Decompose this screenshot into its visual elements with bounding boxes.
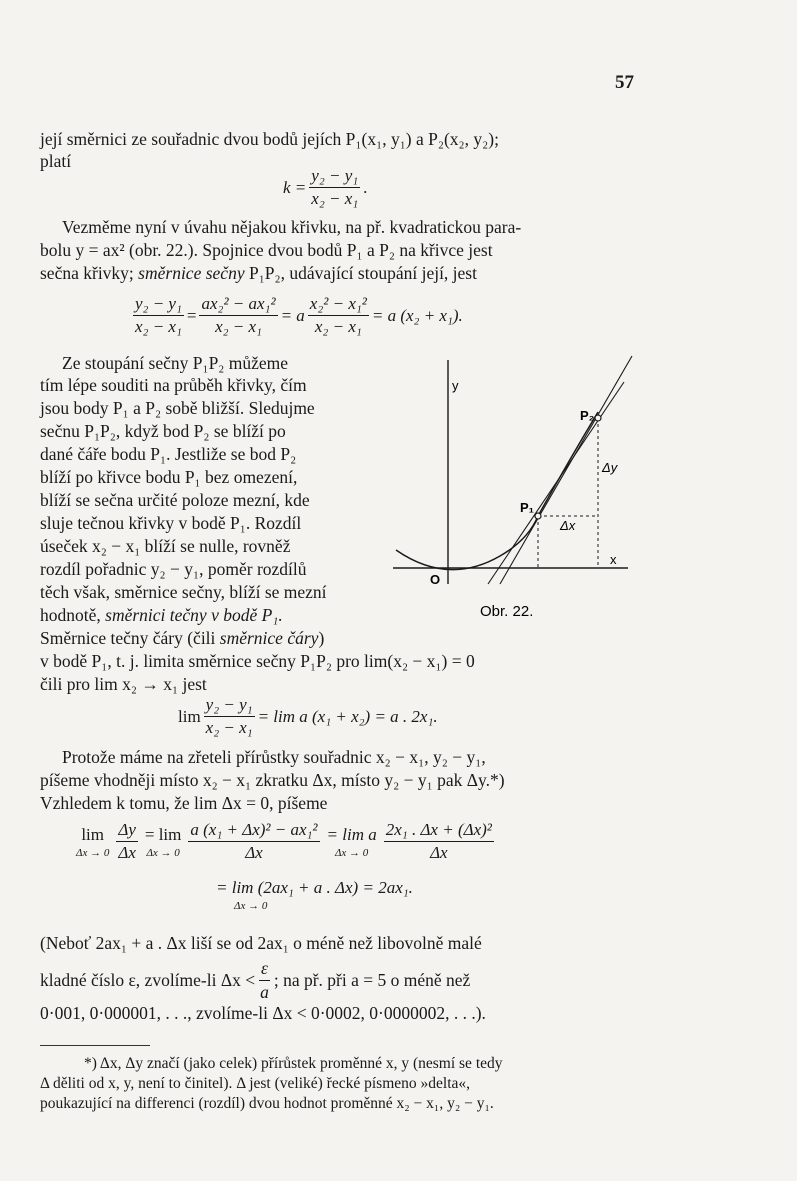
epsilon-fraction-numerator: ε	[259, 958, 270, 981]
slope-f1-numerator: y₂ − y₁	[133, 294, 184, 316]
equation-derivative	[72, 820, 497, 863]
paragraph-4-line-3: Vzhledem k tomu, že lim Δx = 0, píšeme	[40, 793, 328, 813]
slope-eq2: = a	[280, 305, 305, 325]
paragraph-3-line-8: sluje tečnou křivky v bodě P₁. Rozdíl	[40, 513, 302, 533]
paragraph-3-line-12	[40, 604, 283, 626]
paragraph-5-line-2	[40, 958, 470, 1003]
derivative-f1-denominator: Δx	[118, 843, 136, 862]
paragraph-1-line-1: její směrnici ze souřadnic dvou bodů jejích P₁(x₁, y₁) a P₂(x₂, y₂);	[40, 129, 499, 149]
equation-k-denominator: x₂ − x₁	[311, 189, 359, 208]
derivative-f2-denominator: Δx	[245, 843, 263, 862]
derivative-eq1: = lim	[144, 824, 182, 844]
paragraph-3-line-7: blíží se sečna určité poloze mezní, kde	[40, 490, 310, 510]
equation-limit-denominator: x₂ − x₁	[205, 718, 253, 737]
paragraph-3-emphasis-tangent: směrnici tečny v bodě P₁.	[105, 605, 283, 625]
derivative-lim-subscript: Δx → 0	[76, 846, 110, 859]
label-dx: Δx	[560, 518, 576, 533]
slope-f1-denominator: x₂ − x₁	[135, 317, 182, 336]
parabola-curve	[396, 412, 598, 570]
footnote-rule	[40, 1045, 150, 1046]
equation-slope	[130, 294, 463, 337]
derivative-line-2: = lim (2ax₁ + a . Δx) = 2ax₁.	[216, 878, 413, 897]
footnote-line-2: Δ děliti od x, y, není to činitel). Δ jest (veliké) řecké písmeno »delta«,	[40, 1075, 471, 1092]
slope-f3-denominator: x₂ − x₁	[314, 317, 362, 336]
label-p2: P₂	[580, 408, 595, 423]
paragraph-3-line-11: těch však, směrnice sečny, blíží se mezní	[40, 582, 327, 602]
paragraph-3-line-6: blíží po křivce bodu P₁ bez omezení,	[40, 467, 298, 487]
equation-limit	[178, 695, 438, 738]
paragraph-3-emphasis-curve: směrnice čáry	[219, 628, 319, 648]
paragraph-3-line-9: úseček x₂ − x₁ blíží se nulle, rovněž	[40, 536, 291, 556]
slope-f3-numerator: x₂² − x₁²	[308, 294, 369, 316]
paragraph-2-emphasis: směrnice sečny	[138, 263, 245, 283]
footnote-line-1: *) Δx, Δy značí (jako celek) přírůstek proměnné x, y (nesmí se tedy	[84, 1055, 503, 1072]
paragraph-3-line-15: čili pro lim x₂ → x₁ jest	[40, 674, 207, 694]
paragraph-3-line-10: rozdíl pořadnic y₂ − y₁, poměr rozdílů	[40, 559, 307, 579]
label-p1: P₁	[520, 500, 535, 515]
point-p2	[595, 415, 601, 421]
paragraph-3-line-4: sečnu P₁P₂, když bod P₂ se blíží po	[40, 421, 286, 441]
derivative-f1-numerator: Δy	[116, 820, 138, 842]
tangent-line	[488, 382, 624, 584]
label-x: x	[610, 552, 617, 567]
equation-limit-tail: = lim a (x₁ + x₂) = a . 2x₁.	[257, 706, 438, 726]
paragraph-3-line-13a: Směrnice tečny čáry (čili	[40, 628, 220, 648]
equation-k-tail: .	[363, 177, 368, 197]
paragraph-2-line-3c: P₁P₂, udávající stoupání její, jest	[244, 263, 477, 283]
paragraph-4-line-2: píšeme vhodněji místo x₂ − x₁ zkratku Δx, místo y₂ − y₁ pak Δy.*)	[40, 770, 505, 790]
paragraph-3-line-2: tím lépe souditi na průběh křivky, čím	[40, 375, 307, 395]
page-number: 57	[615, 72, 634, 93]
slope-eq1: =	[186, 305, 197, 325]
paragraph-2-line-1: Vezměme nyní v úvahu nějakou křivku, na př. kvadratickou para-	[62, 217, 522, 237]
epsilon-fraction-denominator: a	[260, 982, 269, 1002]
paragraph-3-line-3: jsou body P₁ a P₂ sobě bližší. Sledujme	[40, 398, 315, 418]
paragraph-2-line-3	[40, 262, 477, 284]
equation-limit-numerator: y₂ − y₁	[204, 695, 255, 717]
paragraph-3-line-14: v bodě P₁, t. j. limita směrnice sečny P₁P₂ pro lim(x₂ − x₁) = 0	[40, 651, 475, 671]
point-p1	[535, 513, 541, 519]
slope-f2-numerator: ax₂² − ax₁²	[199, 294, 277, 316]
paragraph-5-line-3: 0·001, 0·000001, . . ., zvolíme-li Δx < 0·0002, 0·0000002, . . .).	[40, 1003, 486, 1023]
paragraph-5-line-1: (Neboť 2ax₁ + a . Δx liší se od 2ax₁ o méně než libovolně malé	[40, 933, 482, 953]
paragraph-4-line-1: Protože máme na zřeteli přírůstky souřadnic x₂ − x₁, y₂ − y₁,	[62, 747, 486, 767]
paragraph-3-line-5: dané čáře bodu P₁. Jestliže se bod P₂	[40, 444, 297, 464]
derivative-f2-numerator: a (x₁ + Δx)² − ax₁²	[188, 820, 319, 842]
equation-k	[283, 166, 367, 209]
paragraph-3-line-13c: )	[318, 628, 325, 648]
paragraph-3-line-13	[40, 627, 324, 649]
figure-parabola	[388, 352, 638, 642]
equation-derivative-line-2	[212, 878, 417, 912]
derivative-eq2-subscript: Δx → 0	[334, 846, 369, 859]
label-o: O	[430, 572, 441, 587]
derivative-line-2-subscript: Δx → 0	[234, 900, 268, 912]
label-dy: Δy	[602, 460, 618, 475]
slope-tail: = a (x₂ + x₁).	[371, 305, 463, 325]
paragraph-1-line-2: platí	[40, 151, 72, 171]
paragraph-2-line-2: bolu y = ax² (obr. 22.). Spojnice dvou bodů P₁ a P₂ na křivce jest	[40, 240, 493, 260]
derivative-eq1-subscript: Δx → 0	[146, 846, 180, 859]
paragraph-2-line-3a: sečna křivky;	[40, 263, 139, 283]
paragraph-5-line-2a: kladné číslo ε, zvolíme-li Δx <	[40, 970, 256, 990]
derivative-eq2: = lim a	[326, 824, 377, 844]
derivative-lim: lim	[81, 824, 104, 844]
derivative-f3-denominator: Δx	[430, 843, 448, 862]
paragraph-5-line-2b: ; na př. při a = 5 o méně než	[273, 970, 471, 990]
equation-k-lhs: k =	[283, 177, 307, 197]
equation-k-numerator: y₂ − y₁	[309, 166, 360, 188]
figure-caption: Obr. 22.	[480, 603, 534, 620]
derivative-f3-numerator: 2x₁ . Δx + (Δx)²	[384, 820, 494, 842]
footnote-line-3: poukazující na differenci (rozdíl) dvou hodnot proměnné x₂ − x₁, y₂ − y₁.	[40, 1095, 494, 1112]
equation-limit-lim: lim	[178, 706, 201, 726]
label-y: y	[452, 378, 459, 393]
slope-f2-denominator: x₂ − x₁	[215, 317, 262, 336]
paragraph-3-line-12a: hodnotě,	[40, 605, 106, 625]
paragraph-3-line-1: Ze stoupání sečny P₁P₂ můžeme	[62, 353, 289, 373]
